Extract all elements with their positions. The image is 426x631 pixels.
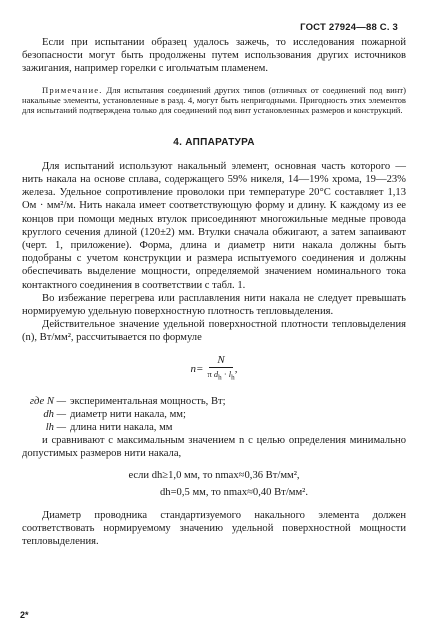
diameter-paragraph: Диаметр проводника стандартизуемого накального элемента должен соответствовать нормируемому значению удельной поверхностной мощности тепловыделения. xyxy=(22,509,406,548)
definition-symbol: где N — xyxy=(29,395,66,407)
intro-paragraph: Если при испытании образец удалось зажечь, то исследования пожарной безопасности могут быть продолжены путем использования других источников зажигания, например горелки с игольчатым пламенем. xyxy=(22,37,406,75)
note-text: Для испытания соединений других типов (отличных от соединений под винт) накальные элементы, установленные в разд. 4, могут быть непригодными. Пригодность этих элементов для испытаний подтверждена только для соединений под винт установленных размеров и конструкций. xyxy=(22,84,406,116)
condition-line-2: dh=0,5 мм, то nmax≈0,40 Вт/мм². xyxy=(159,486,308,498)
condition-line-1: если dh≥1,0 мм, то nmax≈0,36 Вт/мм², xyxy=(128,469,300,481)
definition-text: экспериментальная мощность, Вт; xyxy=(70,395,226,407)
formula xyxy=(22,351,406,387)
formula-l: l xyxy=(228,368,232,379)
definitions-list xyxy=(22,395,406,435)
formula-numerator: N xyxy=(209,354,232,368)
formula-l-sub: h xyxy=(231,373,235,382)
formula-denominator xyxy=(207,368,234,384)
page-header: ГОСТ 27924—88 С. 3 xyxy=(300,22,398,33)
definition-row xyxy=(22,421,406,434)
definition-text: длина нити накала, мм xyxy=(70,422,173,434)
formula-fraction xyxy=(207,354,234,384)
definition-symbol: dh — xyxy=(43,408,66,420)
formula-d-sub: h xyxy=(218,373,222,382)
note-paragraph xyxy=(22,85,406,116)
compare-paragraph: и сравнивают с максимальным значением n с целью определения минимально допустимых размеров нити накала, xyxy=(22,435,406,460)
formula-d: d xyxy=(213,368,219,379)
page-mark: 2* xyxy=(20,610,29,620)
apparatus-paragraph: Для испытаний используют накальный элемент, основная часть которого — нить накала на основе сплава, содержащего 59% никеля, 14—19% хрома, 19—23% железа. Удельное сопротивление проволоки при температуре 20°С составляет 1,13 Ом · мм²/м. Нить накала имеет соответствующую форму и длину. К каждому из ее концов при помощи медных втулок присоединяют многожильные медные провода круглого сечения длиной (120±2) мм. Втулки сначала обжигают, а затем запаивают (черт. 1, приложение). Форма, длина и диаметр нити накала должны быть подобраны с учетом конструкции и размера испытуемого соединения и должны обеспечивать выделение мощности, определяемой значением номинального тока контактного соединения в соответствии с табл. 1. xyxy=(22,160,406,291)
note-label: Примечание. xyxy=(42,84,103,95)
definition-row xyxy=(22,395,406,408)
density-paragraph: Действительное значение удельной поверхностной плотности тепловыделения (n), Вт/мм², рассчитывается по формуле xyxy=(22,319,406,344)
page-content xyxy=(22,36,406,548)
overheat-paragraph: Во избежание перегрева или расплавления нити накала не следует превышать нормируемую удельную поверхностную плотность тепловыделения. xyxy=(22,292,406,318)
definition-text: диаметр нити накала, мм; xyxy=(70,408,186,420)
definition-symbol: lh — xyxy=(45,422,66,434)
section-title: 4. АППАРАТУРА xyxy=(173,136,255,148)
formula-tail: , xyxy=(234,362,238,375)
formula-dot: · xyxy=(221,368,229,379)
formula-lhs: n= xyxy=(190,362,204,375)
formula-pi: π xyxy=(207,368,212,379)
definition-row xyxy=(22,408,406,421)
